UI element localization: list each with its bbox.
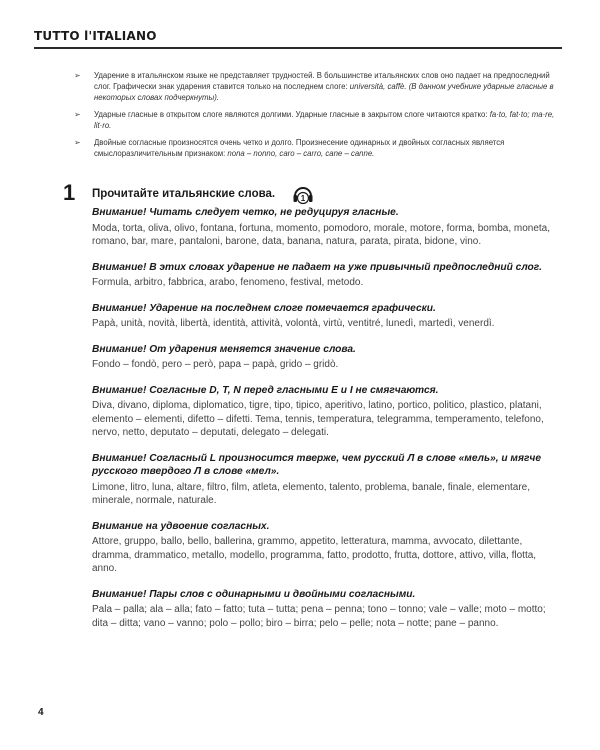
block-heading: Внимание! Согласный L произносится тверже, чем русский Л в слове «мель», и мягче русского твердого Л в слове «мел». <box>92 452 541 477</box>
chevron-bullet-icon: ➢ <box>74 110 81 119</box>
header-divider <box>34 47 562 49</box>
chevron-bullet-icon: ➢ <box>74 138 81 147</box>
page-number: 4 <box>38 707 44 718</box>
word-list: Diva, divano, diploma, diplomatico, tigre, tipo, tipico, aperitivo, latino, portico, politico, plastico, platani, elemento – elementi, difetto – difetti. Tema, tennis, temperatura, telegramma, temperamento, telefono, nervo, netto, deputato – deputati, delegato – delegati. <box>92 400 544 438</box>
word-list: Moda, torta, oliva, olivo, fontana, fortuna, momento, pomodoro, morale, motore, forma, bomba, moneta, romano, bar, mare, pantaloni, barone, data, banana, natura, parata, pirata, bidone, vino. <box>92 222 551 247</box>
word-list: Fondo – fondò, pero – però, papa – papà, grido – gridò. <box>92 359 339 370</box>
block-heading: Внимание! Согласные D, T, N перед гласными E и I не смягчаются. <box>92 384 439 396</box>
note-example: nona – nonno, caro – carro, cane – canne. <box>227 149 375 158</box>
note-text: Двойные согласные произносятся очень четко и долго. Произнесение одинарных и двойных согласных является смыслоразличительным признаком: <box>94 138 505 158</box>
note-text: Ударение в итальянском языке не представляет трудностей. В большинстве итальянских слов оно падает на предпоследний слог. Графически знак ударения ставится только на последнем слоге: <box>94 71 550 91</box>
word-block <box>92 588 562 631</box>
block-heading: Внимание на удвоение согласных. <box>92 520 270 532</box>
word-block <box>92 452 562 508</box>
note-text: Ударные гласные в открытом слоге являются долгими. Ударные гласные в закрытом слоге читаются кратко: <box>94 110 490 119</box>
word-list: Limone, litro, luna, altare, filtro, film, atleta, elemento, talento, problema, banale, finale, elementare, minerale, normale, naturale. <box>92 481 531 506</box>
audio-track-number: 1 <box>300 194 306 204</box>
page-header <box>0 22 600 52</box>
note-item <box>72 70 564 103</box>
exercise-content <box>92 206 562 642</box>
word-list: Pala – palla; ala – alla; fato – fatto; tuta – tutta; pena – penna; tono – tonno; vale – valle; moto – motto; dita – ditta; vano – vanno; polo – pollo; biro – birra; pelo – pelle; nota – notte; pane – panno. <box>92 604 546 629</box>
word-block <box>92 302 562 331</box>
note-item <box>72 109 564 131</box>
word-block <box>92 206 562 249</box>
word-list: Formula, arbitro, fabbrica, arabo, fenomeno, festival, metodo. <box>92 277 364 288</box>
word-list: Papà, unità, novità, libertà, identità, attività, volontà, virtù, ventitré, lunedì, martedì, venerdì. <box>92 318 495 329</box>
word-block <box>92 343 562 372</box>
word-block <box>92 520 562 576</box>
note-example: università, caffè. (В данном учебнике ударные гласные в некоторых словах подчеркнуты). <box>94 82 554 102</box>
block-heading: Внимание! Читать следует четко, не редуцируя гласные. <box>92 207 399 218</box>
exercise-number: 1 <box>63 180 76 205</box>
headphones-icon[interactable] <box>292 183 314 207</box>
note-example: fa·to, fat·to; ma·re, lit·ro. <box>94 110 555 130</box>
chevron-bullet-icon: ➢ <box>74 71 81 80</box>
exercise-title: Прочитайте итальянские слова. <box>92 188 276 200</box>
block-heading: Внимание! Пары слов с одинарными и двойными согласными. <box>92 588 416 600</box>
note-item <box>72 137 564 159</box>
word-block <box>92 384 562 440</box>
word-block <box>92 261 562 290</box>
word-list: Attore, gruppo, ballo, bello, ballerina, grammo, appetito, letteratura, mamma, avvocato, dilettante, dramma, drammatico, metallo, modello, programma, fatto, prodotto, frutta, dottore, attivo, villa, flotta, anno. <box>92 536 537 574</box>
block-heading: Внимание! Ударение на последнем слоге помечается графически. <box>92 302 436 314</box>
intro-notes <box>72 70 564 165</box>
book-title: TUTTO l'ITALIANO <box>34 29 157 43</box>
block-heading: Внимание! От ударения меняется значение слова. <box>92 343 356 355</box>
block-heading: Внимание! В этих словах ударение не падает на уже привычный предпоследний слог. <box>92 261 542 273</box>
